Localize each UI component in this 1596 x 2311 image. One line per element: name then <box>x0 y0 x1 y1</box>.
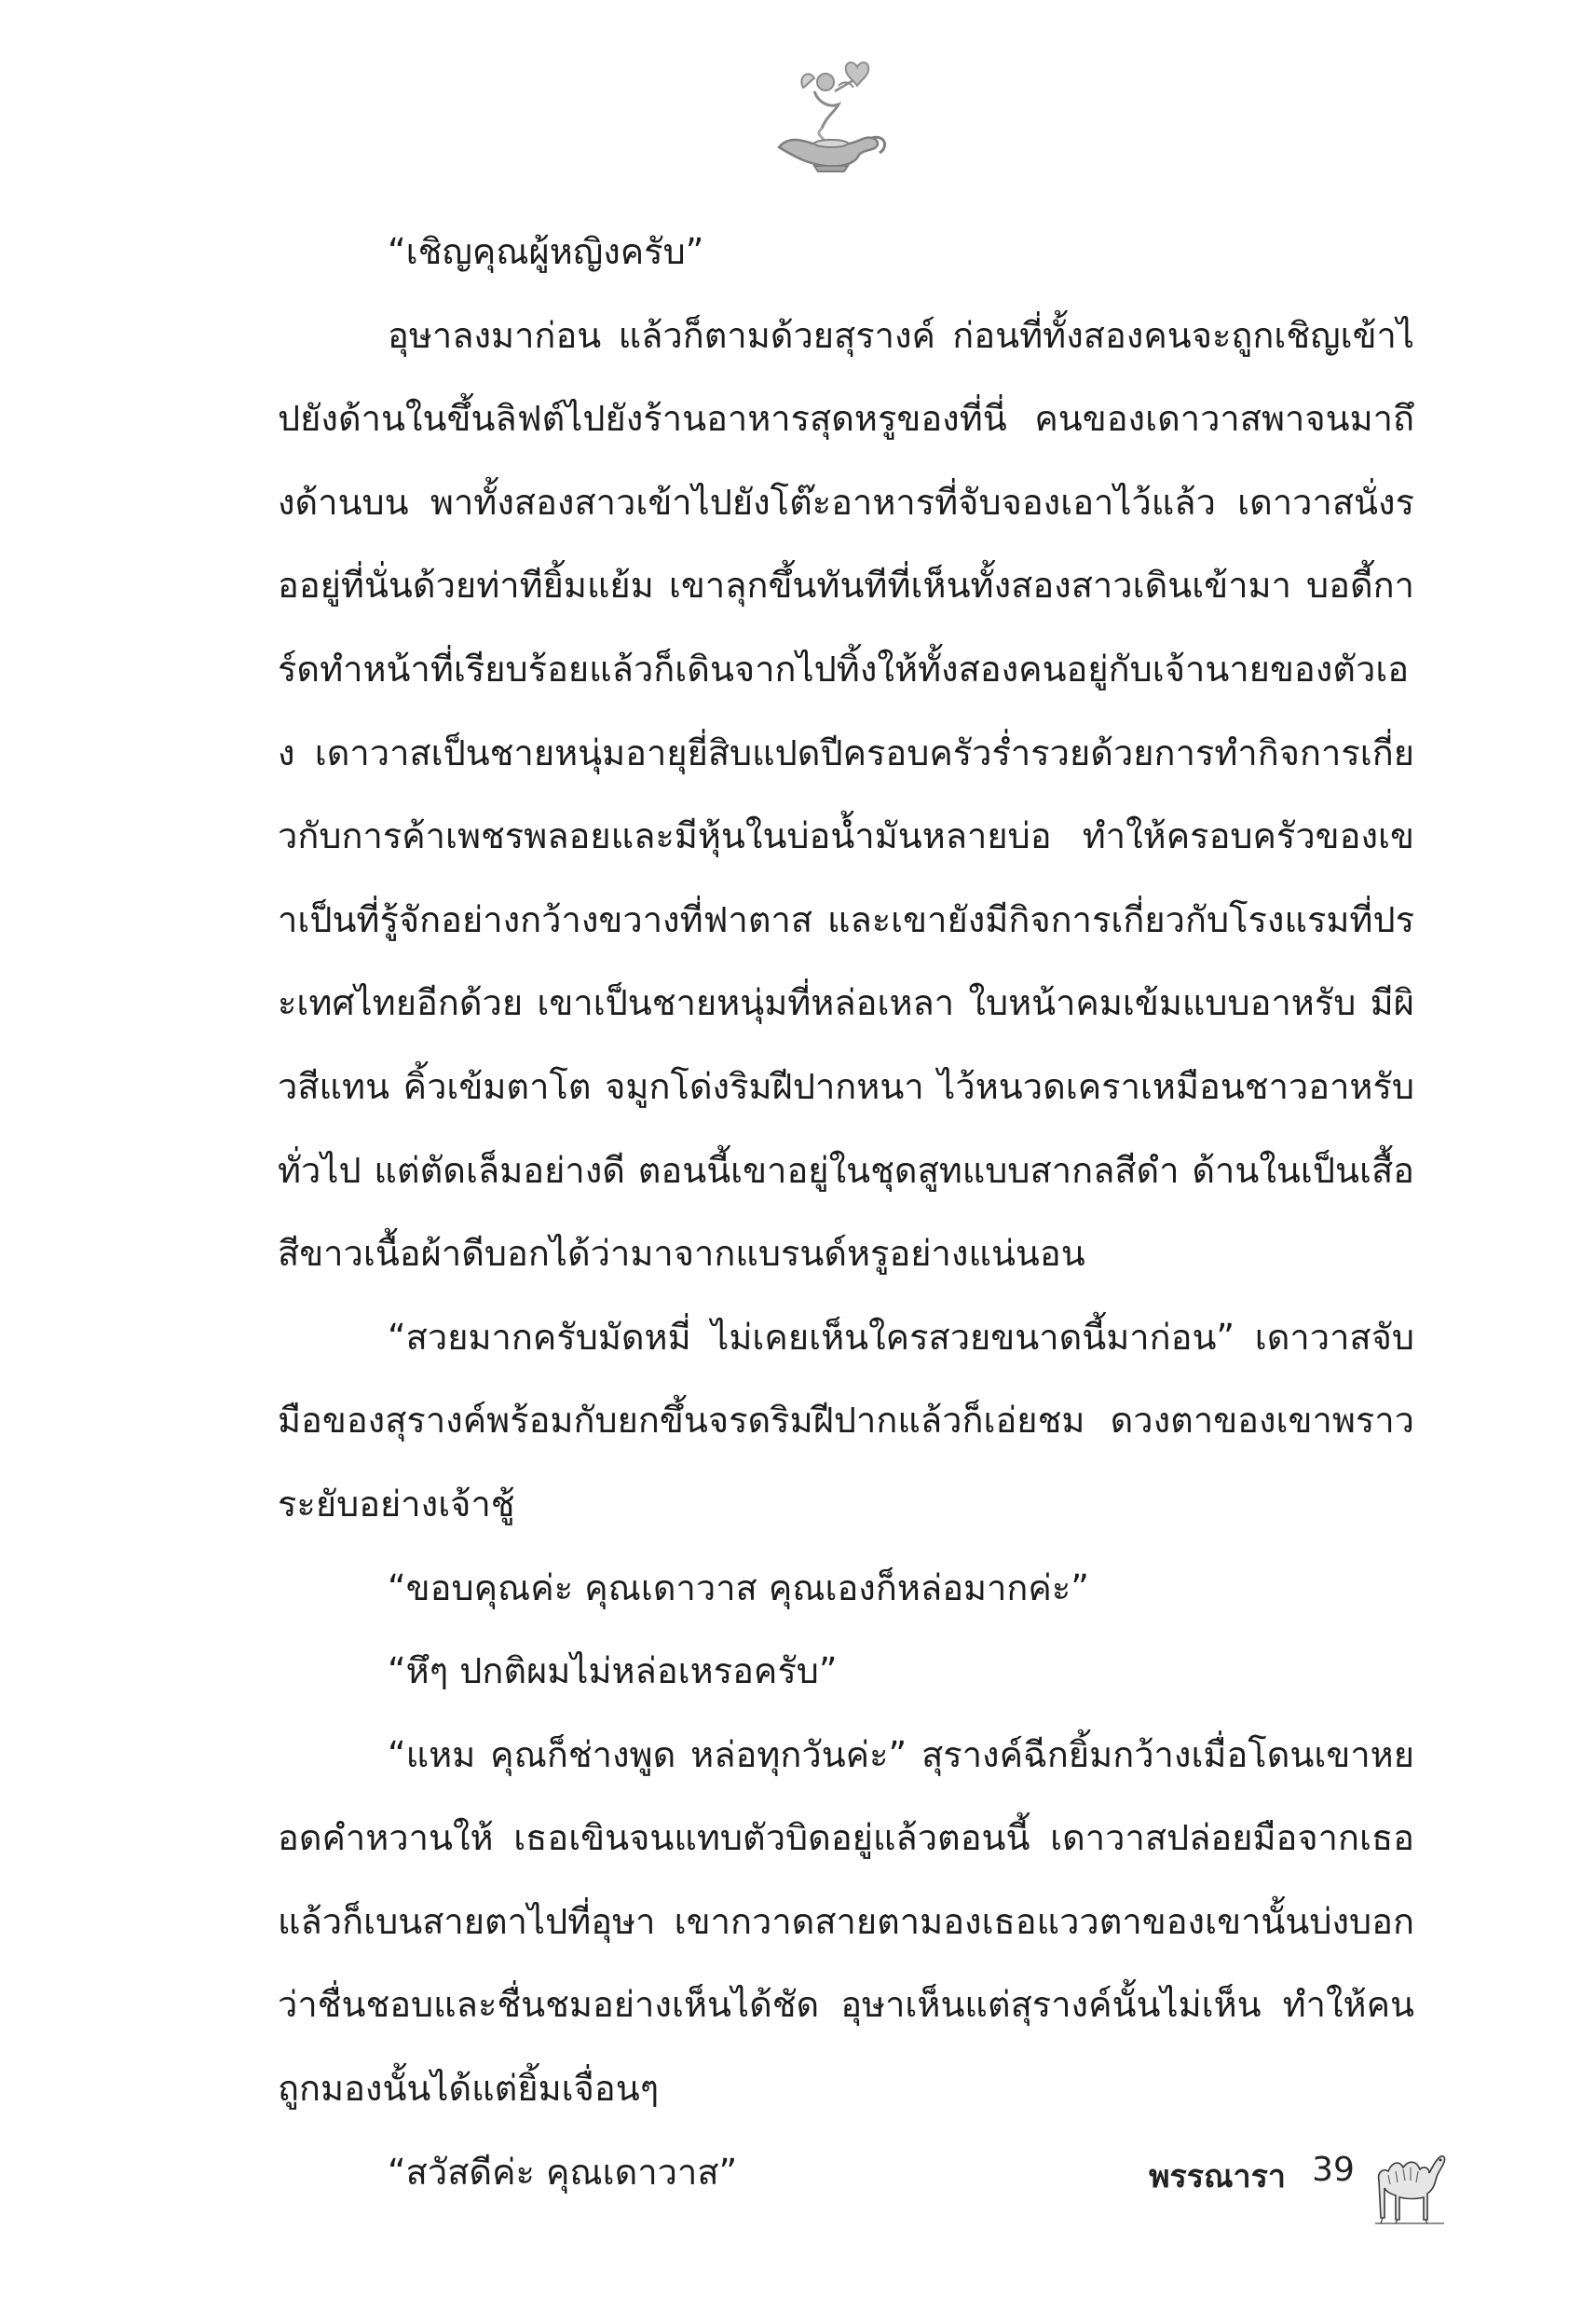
paragraph-6: “แหม คุณก็ช่างพูด หล่อทุกวันค่ะ” สุรางค์ฉีกยิ้มกว้างเมื่อโดนเขาหยอดคำหวานให้ เธอเขินจนแทบตัวบิดอยู่แล้วตอนนี้ เดาวาสปล่อยมือจากเธอแล้วก็เบนสายตาไปที่อุษา เขากวาดสายตามองเธอแววตาของเขานั้นบ่งบอกว่าชื่นชอบและชื่นชมอย่างเห็นได้ชัด อุษาเห็นแต่สุรางค์นั้นไม่เห็น ทำให้คนถูกมองนั้นได้แต่ยิ้มเจื่อนๆ <box>278 1733 1414 2110</box>
page-number: 39 <box>1312 2151 1355 2189</box>
page-footer <box>1081 2134 1453 2236</box>
genie-lamp-icon <box>760 54 900 175</box>
paragraph-3: “สวยมากครับมัดหมี่ ไม่เคยเห็นใครสวยขนาดนี้มาก่อน” เดาวาสจับมือของสุรางค์พร้อมกับยกขึ้นจรดริมฝีปากแล้วก็เอ่ยชม ดวงตาของเขาพราวระยับอย่างเจ้าชู้ <box>278 1316 1414 1525</box>
paragraph-2: อุษาลงมาก่อน แล้วก็ตามด้วยสุรางค์ ก่อนที่ทั้งสองคนจะถูกเชิญเข้าไปยังด้านในขึ้นลิฟต์ไปยังร้านอาหารสุดหรูของที่นี่ คนของเดาวาสพาจนมาถึงด้านบน พาทั้งสองสาวเข้าไปยังโต๊ะอาหารที่จับจองเอาไว้แล้ว เดาวาสนั่งรออยู่ที่นั่นด้วยท่าทียิ้มแย้ม เขาลุกขึ้นทันทีที่เห็นทั้งสองสาวเดินเข้ามา บอดี้การ์ดทำหน้าที่เรียบร้อยแล้วก็เดินจากไปทิ้งให้ทั้งสองคนอยู่กับเจ้านายของตัวเอง เดาวาสเป็นชายหนุ่มอายุยี่สิบแปดปีครอบครัวร่ำรวยด้วยการทำกิจการเกี่ยวกับการค้าเพชรพลอยและมีหุ้นในบ่อน้ำมันหลายบ่อ ทำให้ครอบครัวของเขาเป็นที่รู้จักอย่างกว้างขวางที่ฟาตาส และเขายังมีกิจการเกี่ยวกับโรงแรมที่ประเทศไทยอีกด้วย เขาเป็นชายหนุ่มที่หล่อเหลา ใบหน้าคมเข้มแบบอาหรับ มีผิวสีแทน คิ้วเข้มตาโต จมูกโด่งริมฝีปากหนา ไว้หนวดเคราเหมือนชาวอาหรับทั่วไป แต่ตัดเล็มอย่างดี ตอนนี้เขาอยู่ในชุดสูทแบบสากลสีดำ ด้านในเป็นเสื้อสีขาวเนื้อผ้าดีบอกได้ว่ามาจากแบรนด์หรูอย่างแน่นอน <box>278 314 1414 1275</box>
paragraph-5: “หึๆ ปกติผมไม่หล่อเหรอครับ” <box>388 1650 838 1692</box>
body-text <box>278 211 1414 2214</box>
paragraph-4: “ขอบคุณค่ะ คุณเดาวาส คุณเองก็หล่อมากค่ะ” <box>388 1566 1089 1608</box>
book-title: พรรณารา <box>1149 2158 1286 2195</box>
paragraph-1: “เชิญคุณผู้หญิงครับ” <box>388 231 704 272</box>
camel-icon <box>1370 2134 1449 2227</box>
paragraph-7: “สวัสดีค่ะ คุณเดาวาส” <box>388 2151 738 2193</box>
